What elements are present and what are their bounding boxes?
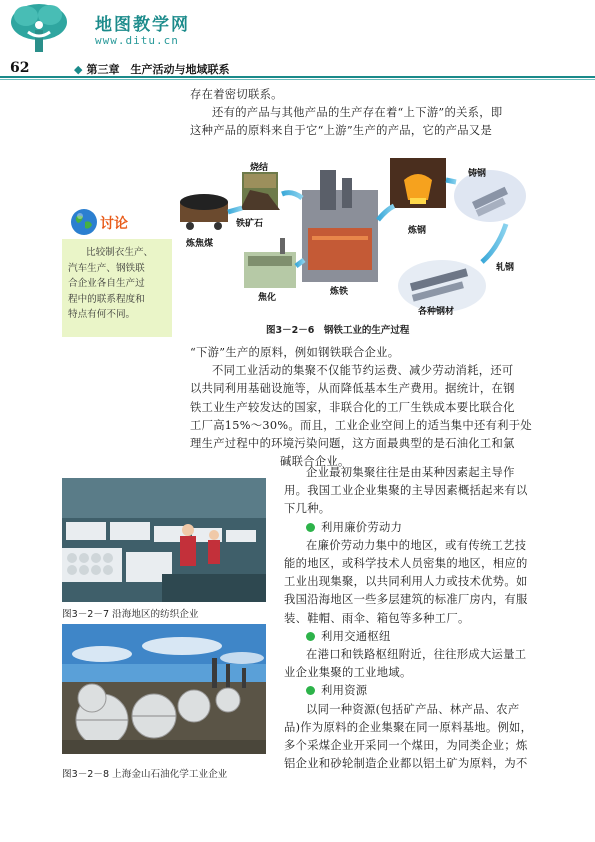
page-number: 62	[10, 60, 30, 76]
text-line: 我国沿海地区一些多层建筑的标准厂房内，有服	[284, 593, 528, 607]
label-ironmaking: 炼铁	[330, 287, 349, 297]
text-line: 这种产品的原料来自于它“上游”生产的产品，它的产品又是	[190, 124, 493, 138]
text-line: 铝企业和砂轮制造企业都以铝土矿为原料，为不	[284, 757, 528, 771]
text-line: 存在着密切联系。	[190, 88, 283, 101]
green-dot-icon	[306, 523, 315, 532]
label-iron-ore: 铁矿石	[236, 219, 264, 229]
green-dot-icon	[306, 632, 315, 641]
bullet-label: 利用交通枢纽	[321, 629, 391, 643]
bullet-label: 利用廉价劳动力	[321, 520, 403, 534]
label-coking: 焦化	[258, 293, 277, 303]
figure-caption-petrochemical: 图3－2－8 上海金山石油化学工业企业	[62, 769, 228, 780]
text-line: 铁工业生产较发达的国家，非联合化的工厂生铁成本要比联合化	[190, 400, 515, 414]
cast-steel-illustration	[454, 170, 526, 222]
figure-caption-textile: 图3－2－7 沿海地区的纺织企业	[62, 609, 199, 620]
text-line: 合企业各自生产过	[68, 278, 145, 290]
text-line: 工厂高15%～30%。而且，工业企业空间上的适当集中还有利于处	[190, 418, 532, 432]
label-products: 各种钢材	[418, 307, 455, 317]
text-line: 工业出现集聚，以共同利用人力或技术优势。如	[284, 575, 528, 589]
site-url[interactable]: www.ditu.cn	[95, 34, 179, 47]
text-line: 在港口和铁路枢纽附近，往往形成大运量工	[306, 648, 527, 662]
discussion-title: 讨论	[100, 216, 128, 232]
steel-production-diagram	[172, 150, 542, 322]
site-logo-tree-icon	[8, 2, 70, 56]
text-line: 以同一种资源(包括矿产品、林产品、农产	[306, 702, 520, 716]
text-line: 装、鞋帽、雨伞、箱包等多种工厂。	[284, 611, 470, 625]
globe-icon	[70, 208, 98, 236]
blast-furnace-illustration	[302, 170, 378, 282]
coal-cart-illustration	[180, 194, 228, 230]
header-rule	[0, 76, 595, 78]
text-line: 企业最初集聚往往是由某种因素起主导作	[306, 466, 515, 479]
bullet-cheap-labor	[284, 519, 536, 537]
label-casting: 铸钢	[468, 169, 487, 179]
discussion-text	[68, 245, 168, 323]
diamond-icon: ◆	[74, 63, 83, 76]
chapter-heading	[74, 61, 229, 77]
text-line: 业企业集聚的工业地域。	[284, 666, 412, 680]
text-line: 在廉价劳动力集中的地区，或有传统工艺技	[306, 538, 527, 552]
text-line: 用。我国工业企业集聚的主导因素概括起来有以	[284, 484, 528, 498]
text-line: 比较制衣生产、	[86, 247, 154, 258]
text-line: 不同工业活动的集聚不仅能节约运费、减少劳动消耗，还可	[212, 364, 514, 378]
agglomeration-paragraph	[190, 344, 535, 471]
text-line: 能的地区，或科学技术人员密集的地区，相应的	[284, 557, 528, 571]
petrochemical-plant-photo	[62, 624, 266, 754]
chapter-title: 第三章 生产活动与地域联系	[86, 63, 230, 76]
right-column-text	[284, 464, 536, 773]
header-rule-thin	[0, 79, 595, 80]
label-coal: 炼焦煤	[186, 239, 214, 249]
text-line: 还有的产品与其他产品的生产存在着“上下游”的关系，即	[212, 106, 503, 120]
figure-caption-steel: 图3－2－6 钢铁工业的生产过程	[266, 325, 410, 336]
text-line: 程中的联系程度和	[68, 293, 145, 305]
text-line: 碱联合企业。	[280, 455, 350, 469]
bullet-resources	[284, 682, 536, 700]
steelmaking-illustration	[390, 158, 446, 208]
text-line: 理生产过程中的环境污染问题，这方面最典型的是石油化工和氯	[190, 437, 515, 451]
site-title: 地图教学网	[95, 15, 190, 35]
text-line: “下游”生产的原料，例如钢铁联合企业。	[190, 346, 400, 359]
text-line: 以共同利用基础设施等，从而降低基本生产费用。据统计，在钢	[190, 382, 515, 396]
green-dot-icon	[306, 686, 315, 695]
text-line: 特点有何不同。	[68, 309, 136, 321]
label-steelmaking: 炼钢	[408, 226, 427, 236]
intro-paragraph	[190, 86, 535, 141]
textile-factory-photo	[62, 478, 266, 602]
text-line: 汽车生产、钢铁联	[68, 262, 145, 274]
bullet-transport-hub	[284, 628, 536, 646]
label-sinter: 烧结	[250, 163, 269, 173]
bullet-label: 利用资源	[321, 684, 368, 698]
text-line: 下几种。	[284, 502, 331, 516]
text-line: 多个采煤企业开采同一个煤田，为同类企业；炼	[284, 739, 528, 753]
coking-plant-illustration	[244, 238, 296, 288]
text-line: 品)作为原料的企业集聚在同一原料基地。例如，	[284, 720, 533, 734]
iron-ore-illustration	[240, 172, 280, 210]
label-rolling: 轧钢	[496, 263, 515, 273]
